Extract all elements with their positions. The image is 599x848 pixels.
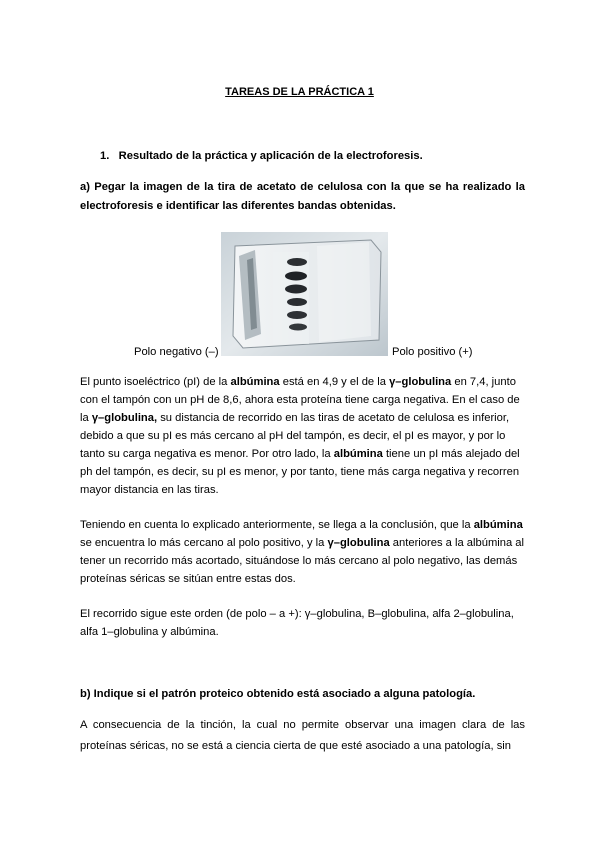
- section-title: Resultado de la práctica y aplicación de la electroforesis.: [118, 150, 423, 162]
- negative-pole-label: Polo negativo (–): [134, 346, 219, 358]
- question-b: b) Indique si el patrón proteico obtenido está asociado a alguna patología.: [80, 688, 476, 700]
- paragraph-conclusion: Teniendo en cuenta lo explicado anteriormente, se llega a la conclusión, que la albúmina se encuentra lo más cercano al polo positivo, y la γ–globulina anteriores a la albúmina al tener un recorrido más acortado, situándose lo más cercano al polo negativo, las demás proteínas séricas se sitúan entre estas dos.: [80, 519, 525, 585]
- section-heading: [100, 147, 423, 165]
- positive-pole-label: Polo positivo (+): [392, 346, 473, 358]
- paragraph-migration-order: El recorrido sigue este orden (de polo – a +): γ–globulina, B–globulina, alfa 2–globulina, alfa 1–globulina y albúmina.: [80, 608, 514, 638]
- gel-band: [289, 324, 307, 331]
- section-number: 1.: [100, 150, 110, 162]
- question-a: a) Pegar la imagen de la tira de acetato de celulosa con la que se ha realizado la electroforesis e identificar las diferentes bandas obtenidas.: [80, 181, 525, 212]
- gel-photo: [221, 232, 388, 356]
- gel-band: [285, 285, 307, 294]
- gel-band: [285, 272, 307, 281]
- gel-band: [287, 258, 307, 266]
- gel-band: [287, 311, 307, 319]
- paragraph-isoelectric-point: El punto isoeléctrico (pI) de la albúmina está en 4,9 y el de la γ–globulina en 7,4, junto con el tampón con un pH de 8,6, ahora esta proteína tiene carga negativa. En el caso de la γ–globulina, su distancia de recorrido en las tiras de acetato de celulosa es inferior, debido a que su pI es más cercano al pH del tampón, es decir, el pI es mayor, y por lo tanto su carga negativa es menor. Por otro lado, la albúmina tiene un pI más alejado del ph del tampón, es decir, su pI es menor, y por tanto, tiene más carga negativa y recorren mayor distancia en las tiras.: [80, 376, 520, 496]
- page-title: TAREAS DE LA PRÁCTICA 1: [225, 86, 374, 98]
- paragraph-pathology: A consecuencia de la tinción, la cual no permite observar una imagen clara de las proteínas séricas, no se está a ciencia cierta de que esté asociado a una patología, sin: [80, 719, 525, 752]
- gel-band: [287, 298, 307, 306]
- electrophoresis-strip-image: [221, 232, 388, 356]
